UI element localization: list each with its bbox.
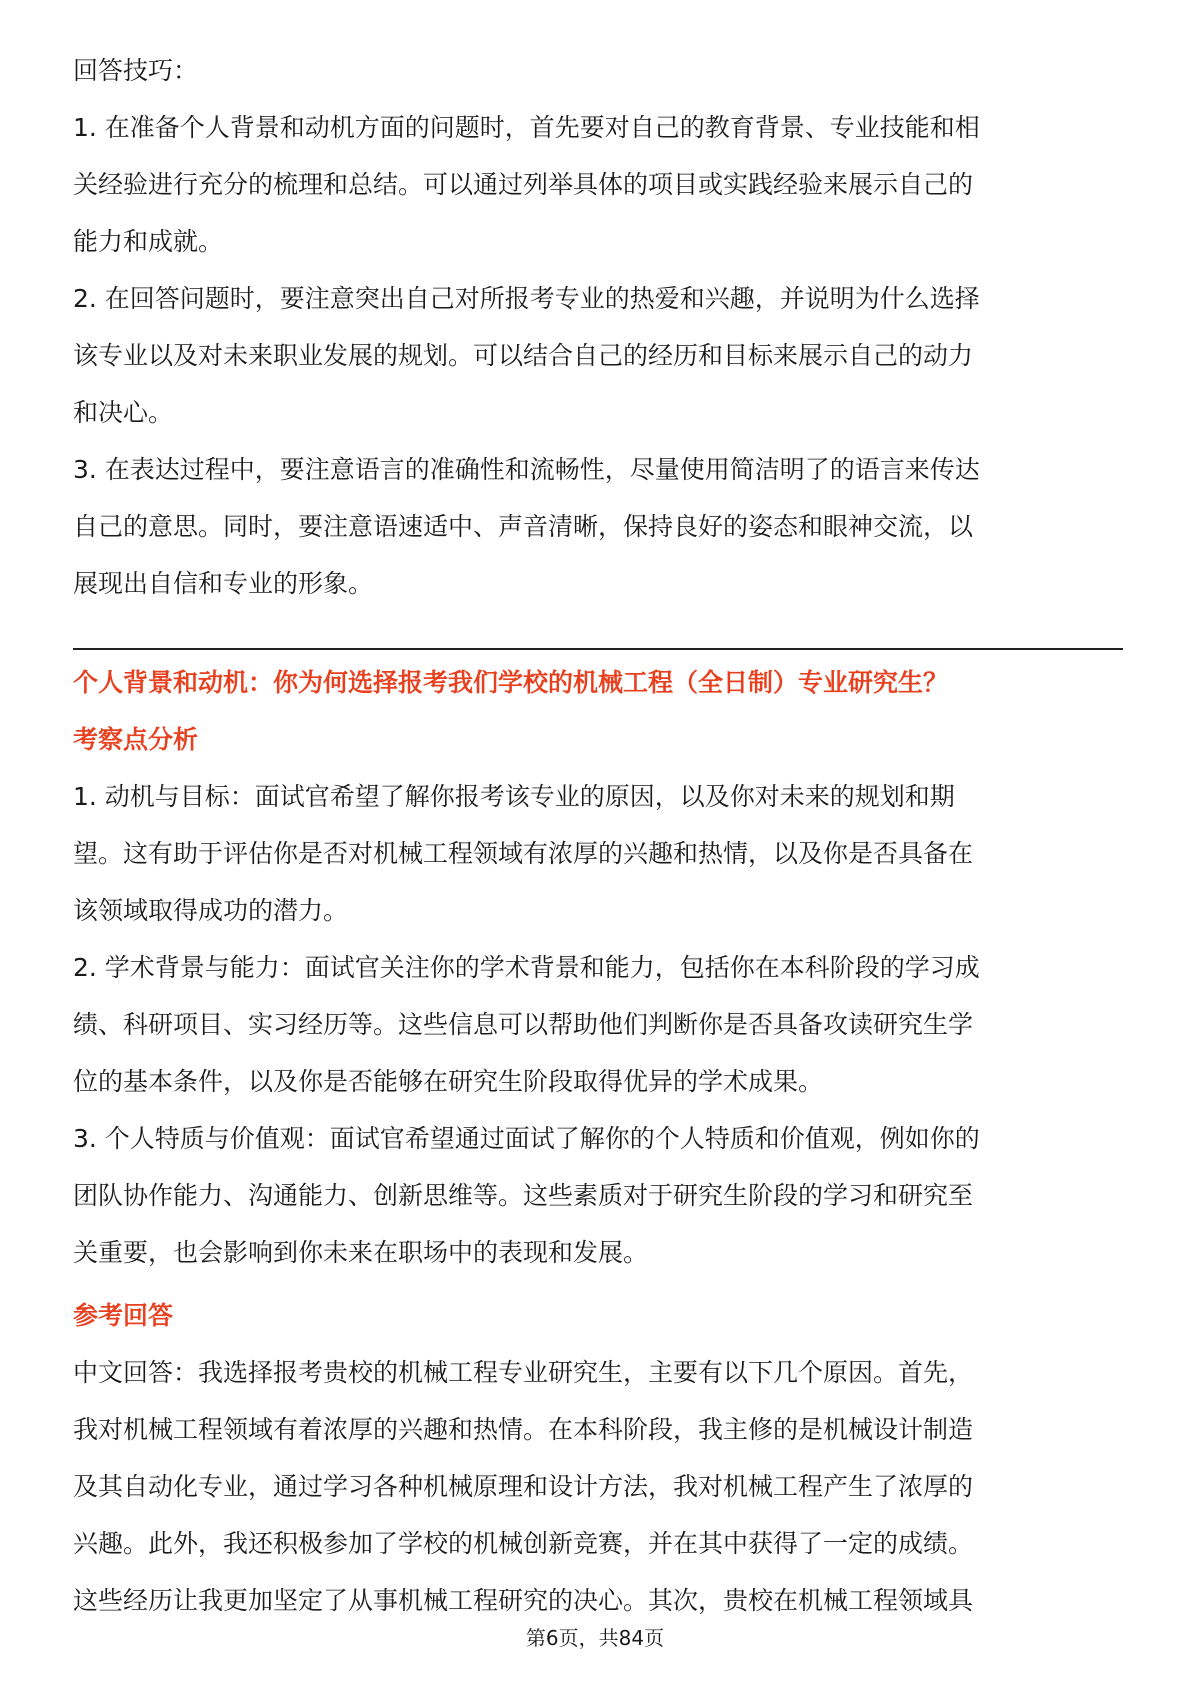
- text-line: 2. 在回答问题时，要注意突出自己对所报考专业的热爱和兴趣，并说明为什么选择: [73, 284, 980, 313]
- tips-item-1: [73, 99, 1123, 270]
- text-line: 这些经历让我更加坚定了从事机械工程研究的决心。其次，贵校在机械工程领域具: [73, 1586, 974, 1615]
- text-line: 1. 动机与目标：面试官希望了解你报考该专业的原因，以及你对未来的规划和期: [73, 782, 955, 811]
- text-line: 关经验进行充分的梳理和总结。可以通过列举具体的项目或实践经验来展示自己的: [73, 170, 974, 199]
- text-line: 望。这有助于评估你是否对机械工程领域有浓厚的兴趣和热情，以及你是否具备在: [73, 839, 974, 868]
- tips-item-2: [73, 270, 1123, 441]
- text-line: 关重要，也会影响到你未来在职场中的表现和发展。: [73, 1238, 649, 1267]
- tips-item-3: [73, 441, 1123, 612]
- text-line: 及其自动化专业，通过学习各种机械原理和设计方法，我对机械工程产生了浓厚的: [73, 1472, 974, 1501]
- page-number: 第6页，共84页: [525, 1626, 665, 1650]
- text-line: 团队协作能力、沟通能力、创新思维等。这些素质对于研究生阶段的学习和研究至: [73, 1181, 974, 1210]
- text-line: 该领域取得成功的潜力。: [73, 896, 349, 925]
- analysis-item-1: [73, 768, 1123, 939]
- analysis-title: 考察点分析: [73, 725, 199, 754]
- text-line: 和决心。: [73, 398, 174, 427]
- reference-answer: [73, 1344, 1123, 1629]
- text-line: 自己的意思。同时，要注意语速适中、声音清晰，保持良好的姿态和眼神交流，以: [73, 512, 974, 541]
- reference-title: 参考回答: [73, 1301, 174, 1330]
- text-line: 兴趣。此外，我还积极参加了学校的机械创新竞赛，并在其中获得了一定的成绩。: [73, 1529, 974, 1558]
- tips-title: 回答技巧：: [73, 56, 199, 85]
- section-divider: [73, 648, 1123, 650]
- analysis-item-2: [73, 939, 1123, 1110]
- text-line: 3. 在表达过程中，要注意语言的准确性和流畅性，尽量使用简洁明了的语言来传达: [73, 455, 980, 484]
- text-line: 展现出自信和专业的形象。: [73, 569, 374, 598]
- text-line: 我对机械工程领域有着浓厚的兴趣和热情。在本科阶段，我主修的是机械设计制造: [73, 1415, 974, 1444]
- text-line: 3. 个人特质与价值观：面试官希望通过面试了解你的个人特质和价值观，例如你的: [73, 1124, 980, 1153]
- question-title: 个人背景和动机：你为何选择报考我们学校的机械工程（全日制）专业研究生？: [73, 668, 949, 697]
- text-line: 该专业以及对未来职业发展的规划。可以结合自己的经历和目标来展示自己的动力: [73, 341, 974, 370]
- text-line: 绩、科研项目、实习经历等。这些信息可以帮助他们判断你是否具备攻读研究生学: [73, 1010, 974, 1039]
- text-line: 中文回答：我选择报考贵校的机械工程专业研究生，主要有以下几个原因。首先，: [73, 1358, 974, 1387]
- text-line: 1. 在准备个人背景和动机方面的问题时，首先要对自己的教育背景、专业技能和相: [73, 113, 980, 142]
- text-line: 2. 学术背景与能力：面试官关注你的学术背景和能力，包括你在本科阶段的学习成: [73, 953, 980, 982]
- text-line: 位的基本条件，以及你是否能够在研究生阶段取得优异的学术成果。: [73, 1067, 824, 1096]
- analysis-item-3: [73, 1110, 1123, 1281]
- document-body: [73, 42, 1123, 1629]
- text-line: 能力和成就。: [73, 227, 224, 256]
